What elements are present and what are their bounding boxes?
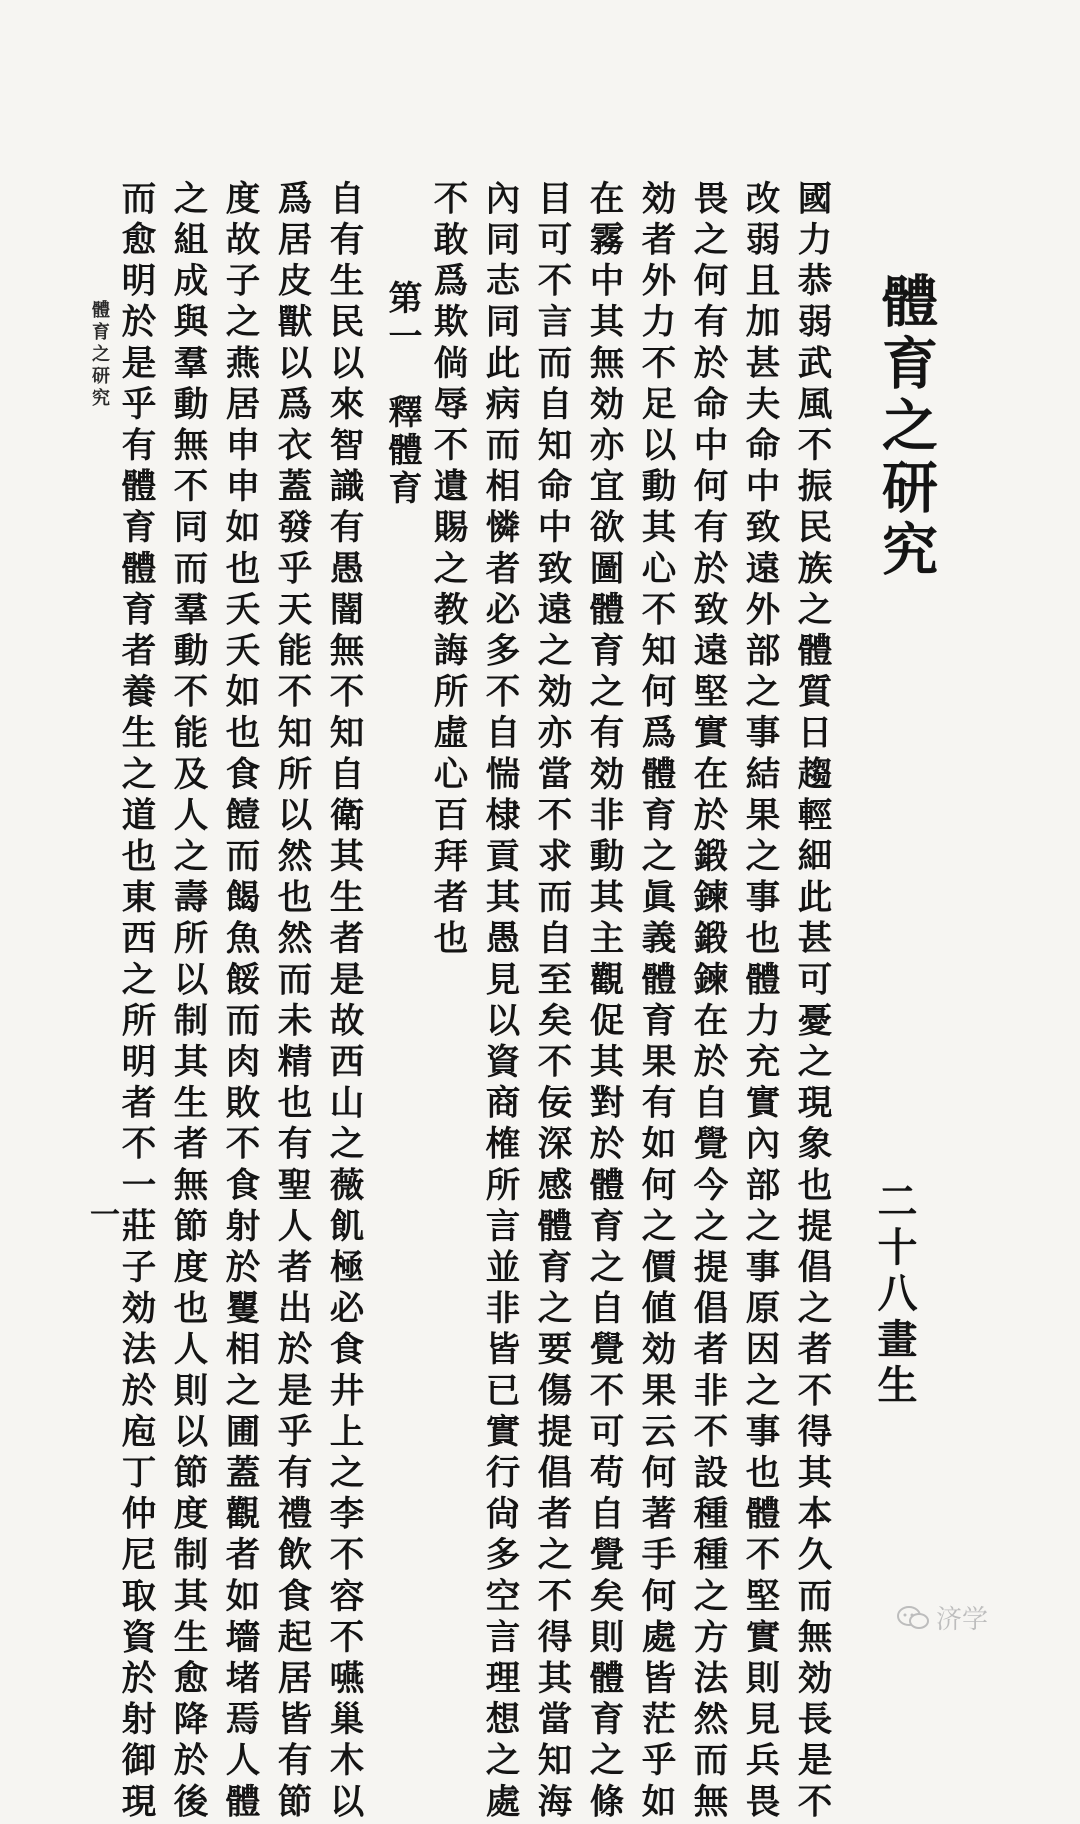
section-column: 而愈明於是乎有體育體育者養生之道也東西之所明者不一莊子効法於庖丁仲尼取資於射御現 xyxy=(115,180,155,1824)
paragraph-column: 國力恭弱武風不振民族之體質日趨輕細此甚可憂之現象也提倡之者不得其本久而無効長是不 xyxy=(791,180,831,1824)
author-name: 二十八畫生 xyxy=(871,1180,918,1410)
watermark xyxy=(896,1599,988,1636)
chat-bubble-icon xyxy=(896,1605,930,1631)
paragraph-column: 不敢爲欺倘辱不遺賜之教誨所虛心百拜者也 xyxy=(427,180,467,961)
section-column: 之組成與羣動無不同而羣動不能及人之壽所以制其生者無節度也人則以節度制其生愈降於後 xyxy=(167,180,207,1824)
page-number: 一 xyxy=(90,1198,120,1233)
article-title: 體育之研究 xyxy=(873,272,939,582)
paragraph-column: 効者外力不足以動其心不知何爲體育之眞義體育果有如何之價値効果云何著手何處皆茫乎如 xyxy=(635,180,675,1824)
section-column: 度故子之燕居申申如也夭夭如也食饐而餲魚餒而肉敗不食射於矍相之圃蓋觀者如墻堵焉人體 xyxy=(219,180,259,1824)
paragraph-column: 在霧中其無効亦宜欲圖體育之有効非動其主觀促其對於體育之自覺不可苟自覺矣則體育之條 xyxy=(583,180,623,1824)
running-head: 體育之研究 xyxy=(89,300,110,410)
section-column: 自有生民以來智識有愚闇無不知自衛其生者是故西山之薇飢極必食井上之李不容不嚥巢木以 xyxy=(323,180,363,1824)
paragraph-column: 改弱且加甚夫命中致遠外部之事結果之事也體力充實內部之事原因之事也體不堅實則見兵畏 xyxy=(739,180,779,1824)
paragraph-column: 畏之何有於命中何有於致遠堅實在於鍛鍊鍛鍊在於自覺今之提倡者非不設種種之方法然而無 xyxy=(687,180,727,1824)
section-column: 爲居皮獸以爲衣蓋發乎天能不知所以然也然而未精也有聖人者出於是乎有禮飲食起居皆有節 xyxy=(271,180,311,1824)
paragraph-column: 內同志同此病而相憐者必多不自惴棣貢其愚見以資商榷所言並非皆已實行尙多空言理想之處 xyxy=(479,180,519,1824)
section-heading: 第一 釋體育 xyxy=(382,280,422,508)
watermark-text: 济学 xyxy=(935,1605,988,1635)
paragraph-column: 目可不言而自知命中致遠之効亦當不求而自至矣不佞深感體育之要傷提倡者之不得其當知海 xyxy=(531,180,571,1824)
